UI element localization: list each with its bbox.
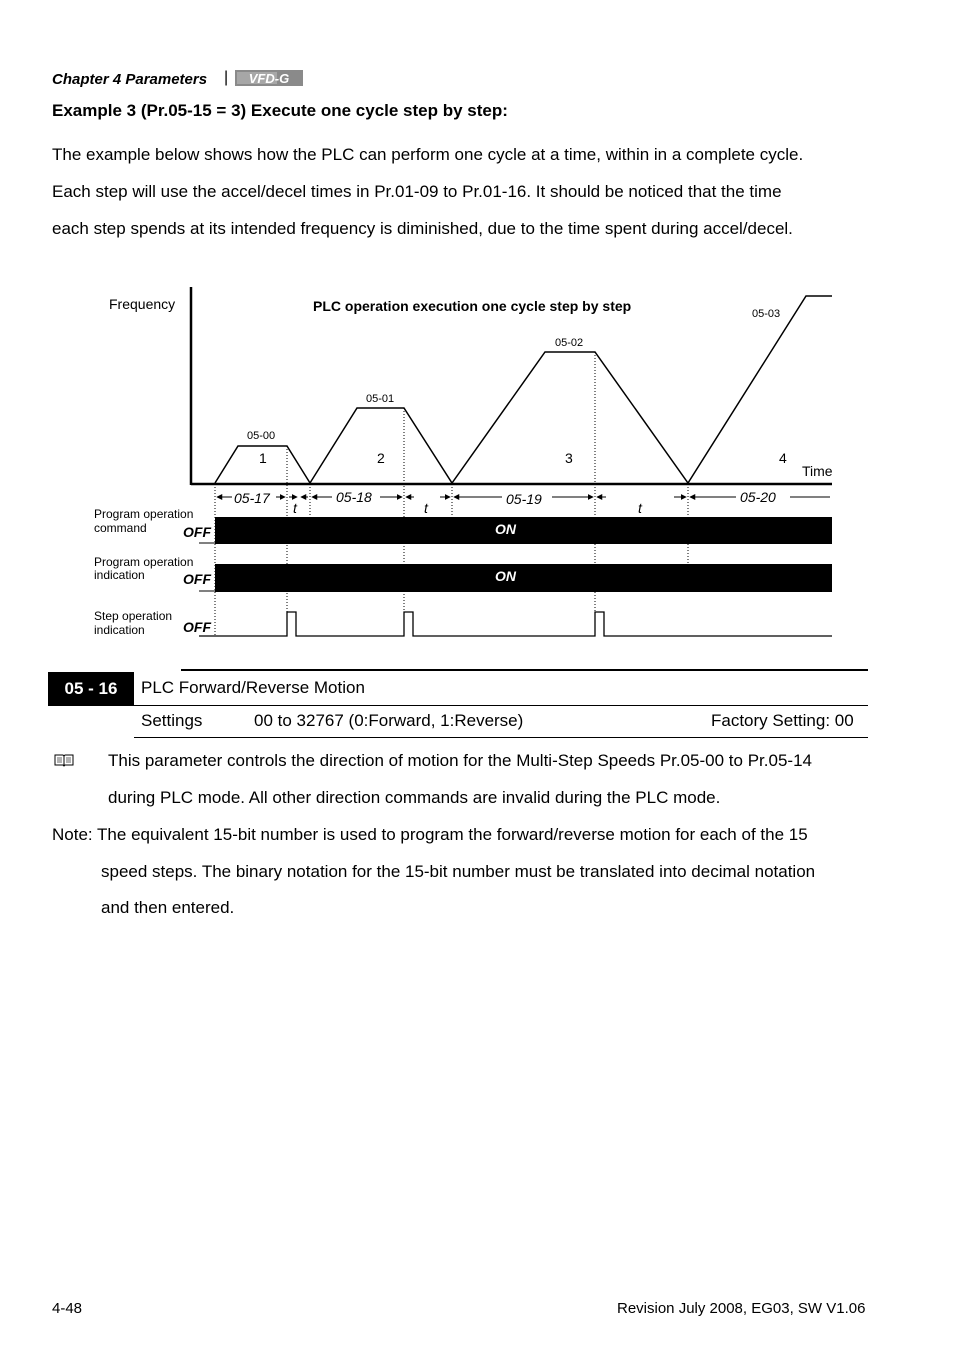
factory-setting: Factory Setting: 00 [711,711,854,730]
intro-line-3: each step spends at its intended frequency is diminished, due to the time spent during accel/decel. [52,219,793,238]
logo-text: VFD-G [248,71,290,86]
description-line-2: during PLC mode. All other direction commands are invalid during the PLC mode. [108,788,721,807]
signal-1-off: OFF [183,524,211,540]
interval-label-05-18: 05-18 [336,489,372,505]
parameter-name: PLC Forward/Reverse Motion [141,678,365,697]
settings-rule [134,737,868,738]
signal-2-label-line2: indication [94,568,145,582]
signal-3-label-line1: Step operation [94,609,173,623]
parameter-code: 05 - 16 [48,672,134,705]
speed-label-05-02: 05-02 [555,337,584,349]
page-number: 4-48 [52,1300,83,1317]
t-label: t [424,500,428,516]
chapter-header: Chapter 4 Parameters [52,71,208,88]
step-number-1: 1 [259,450,267,466]
note-line-3: and then entered. [101,898,235,917]
signal-1-on-bar [215,517,832,544]
signal-2-label-line1: Program operation [94,555,194,569]
step-pulse-line [199,612,832,636]
y-axis-label: Frequency [109,296,176,312]
note-line-2: speed steps. The binary notation for the 15-bit number must be translated into decimal notation [101,862,816,881]
note-line-1: Note: The equivalent 15-bit number is used to program the forward/reverse motion for each of the 15 [52,825,808,844]
t-label: t [638,500,642,516]
parameter-top-rule [181,669,868,671]
step-number-3: 3 [565,450,573,466]
x-axis-label: Time [802,463,833,479]
signal-3-off: OFF [183,619,211,635]
plc-timing-diagram [0,0,954,660]
frequency-profile [215,296,832,483]
signal-2-on: ON [495,568,516,584]
revision-info: Revision July 2008, EG03, SW V1.06 [617,1300,866,1317]
interval-label-05-20: 05-20 [740,489,776,505]
interval-label-05-17: 05-17 [234,490,270,506]
intro-line-1: The example below shows how the PLC can perform one cycle at a time, within in a complete cycle. [52,145,804,164]
speed-label-05-03: 05-03 [752,308,781,320]
step-number-4: 4 [779,450,787,466]
parameter-header-rule [48,705,868,706]
signal-1-on: ON [495,521,516,537]
speed-label-05-01: 05-01 [366,393,395,405]
diagram-title: PLC operation execution one cycle step by step [313,298,632,314]
signal-3-label-line2: indication [94,623,145,637]
header-separator: | [224,69,229,86]
signal-2-on-bar [215,564,832,592]
description-line-1: This parameter controls the direction of motion for the Multi-Step Speeds Pr.05-00 to Pr.05-14 [108,751,812,770]
step-number-2: 2 [377,450,385,466]
t-label: t [293,500,297,516]
signal-1-label-line2: command [94,521,147,535]
signal-1-label-line1: Program operation [94,507,194,521]
book-icon [54,753,74,767]
settings-label: Settings [141,711,203,730]
settings-range: 00 to 32767 (0:Forward, 1:Reverse) [254,711,524,730]
intro-line-2: Each step will use the accel/decel times in Pr.01-09 to Pr.01-16. It should be noticed that the time [52,182,782,201]
example-title: Example 3 (Pr.05-15 = 3) Execute one cycle step by step: [52,101,508,120]
signal-2-off: OFF [183,571,211,587]
speed-label-05-00: 05-00 [247,430,276,442]
interval-label-05-19: 05-19 [506,491,542,507]
